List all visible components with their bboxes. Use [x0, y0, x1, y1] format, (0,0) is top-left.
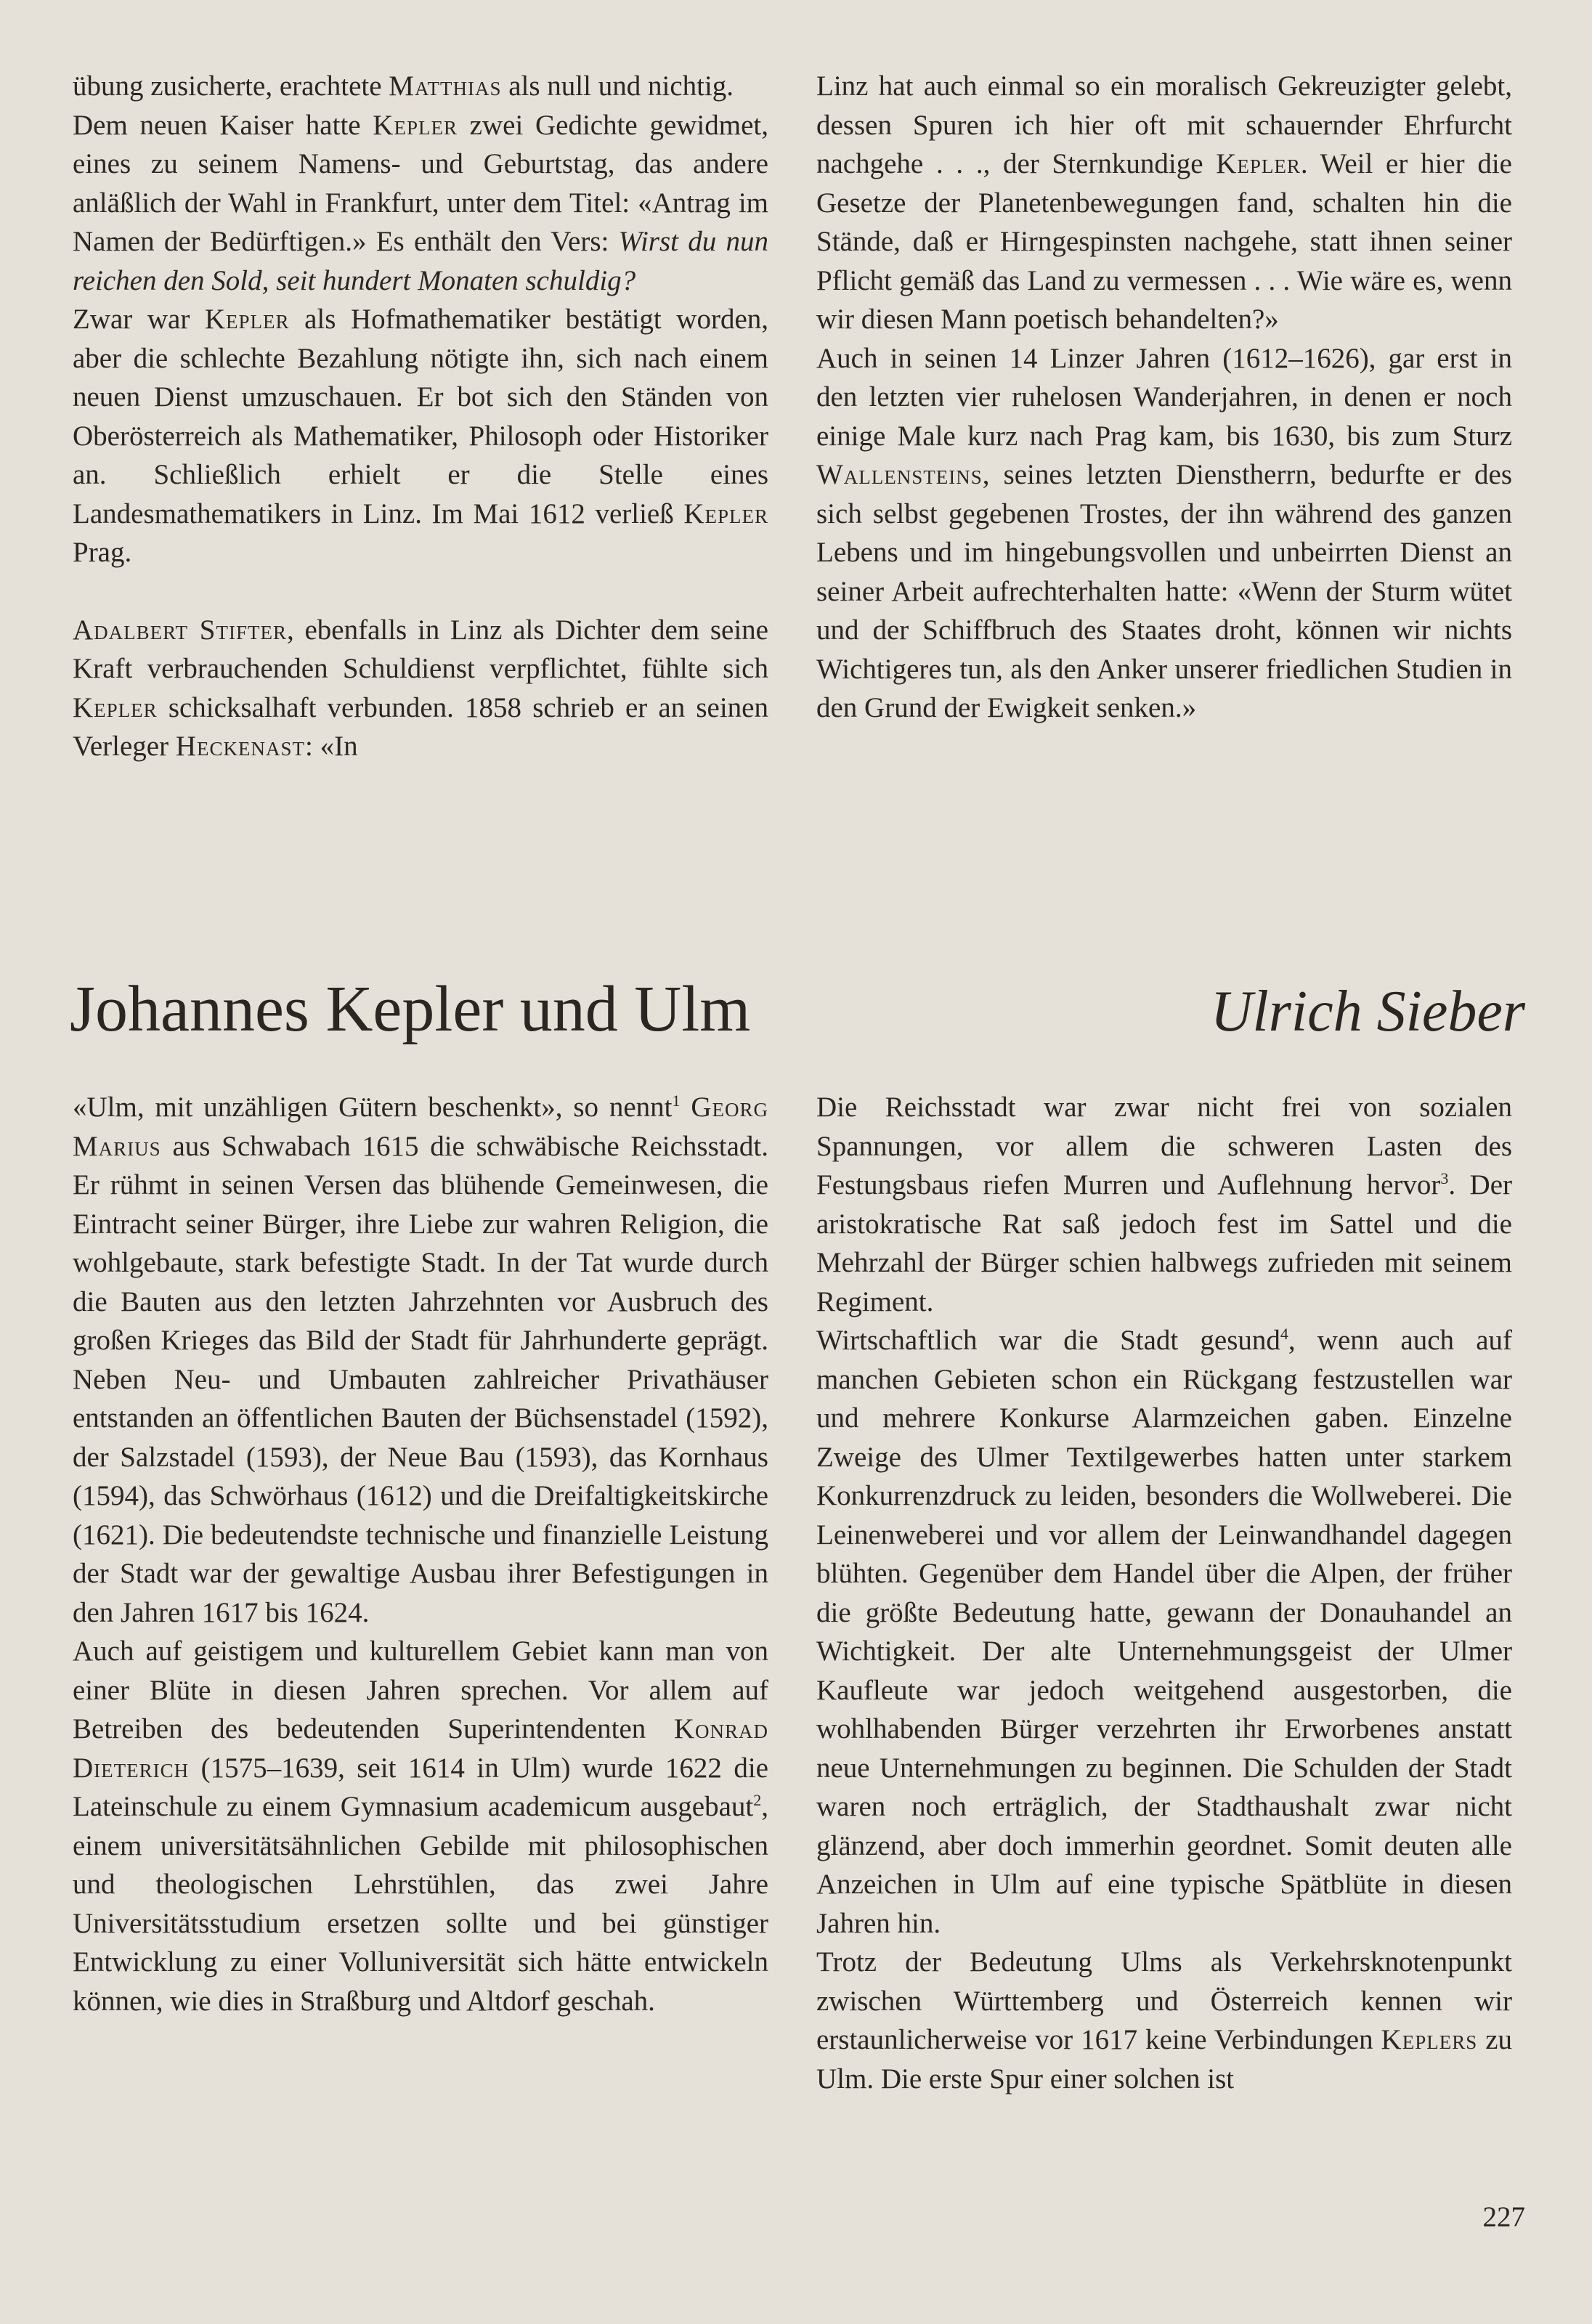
text-run: Wirtschaftlich war die Stadt gesund [816, 1325, 1280, 1356]
text-run: (1575–1639, seit 1614 in Ulm) wurde 1622 die Lateinschule zu einem Gymnasium academicum ausgebaut [73, 1752, 768, 1822]
page-number: 227 [1482, 2201, 1525, 2232]
paragraph [73, 106, 768, 301]
article-title: Johannes Kepler und Ulm [70, 973, 751, 1045]
footnote-marker: 1 [672, 1092, 681, 1110]
person-name: Wallensteins [816, 459, 983, 490]
text-run: schicksalhaft verbunden. 1858 schrieb er an seinen Verleger [73, 691, 768, 762]
person-name: Georg Marius [73, 1092, 769, 1162]
person-name: Kepler [683, 497, 768, 529]
text-run: zu Ulm. Die erste Spur einer solchen ist [816, 2024, 1513, 2095]
text-run: Zwar war [73, 304, 205, 335]
text-run: Prag. [73, 537, 132, 568]
text-run: , seines letzten Dienstherrn, bedurfte er des sich selbst gegebenen Trostes, der ihn während des ganzen Lebens und im hingebungsvollen und unbeirrten Dienst an seiner Arbeit aufrechterhalten hatte: «Wenn der Sturm wütet und der Schiffbruch des Staates droht, können wir nichts Wichtigeres tun, als den Anker unserer friedlichen Studien in den Grund der Ewigkeit senken.» [816, 459, 1512, 723]
column-lower-left [73, 1088, 768, 2020]
person-name: Kepler [204, 304, 290, 335]
text-run: zwei Gedichte gewidmet, eines zu seinem Namens- und Geburtstag, das andere anläßlich der Wahl in Frankfurt, unter dem Titel: «Antrag im Namen der Bedürftigen.» Es enthält den Vers: [73, 109, 768, 257]
paragraph [73, 611, 768, 766]
text-run: Auch auf geistigem und kulturellem Gebiet kann man von einer Blüte in diesen Jahren sprechen. Vor allem auf Betreiben des bedeutenden Superintendenten [73, 1636, 768, 1744]
text-run: aus Schwabach 1615 die schwäbische Reichsstadt. Er rühmt in seinen Versen das blühende Gemeinwesen, die Eintracht seiner Bürger, ihre Liebe zur wahren Religion, die wohlgebaute, stark befestigte Stadt. In der Tat wurde durch die Bauten aus den letzten Jahrzehnten vor Ausbruch des großen Krieges das Bild der Stadt für Jahrhunderte geprägt. Neben Neu- und Umbauten zahlreicher Privathäuser entstanden an öffentlichen Bauten der Büchsenstadel (1592), der Salzstadel (1593), der Neue Bau (1593), das Kornhaus (1594), das Schwörhaus (1612) und die Dreifaltigkeitskirche (1621). Die bedeutendste technische und finanzielle Leistung der Stadt war der gewaltige Ausbau ihrer Befestigungen in den Jahren 1617 bis 1624. [73, 1130, 768, 1628]
paragraph [816, 339, 1512, 728]
column-upper-right [816, 67, 1512, 728]
person-name: Konrad Dieterich [73, 1713, 768, 1784]
paragraph [816, 67, 1512, 339]
text-run: . Weil er hier die Gesetze der Planetenbewegungen fand, schalten hin die Stände, daß er Hirngespinsten nachgehe, statt ihnen seiner Pflicht gemäß das Land zu vermessen . . . Wie wäre es, wenn wir diesen Mann poetisch behandelten?» [816, 148, 1512, 335]
column-upper-left [73, 67, 768, 766]
footnote-marker: 4 [1280, 1325, 1288, 1343]
text-run: übung zusicherte, erachtete [73, 70, 389, 102]
paragraph [73, 1632, 768, 2020]
text-run: «Ulm, mit unzähligen Gütern beschenkt», so nennt [73, 1092, 673, 1123]
text-run: Trotz der Bedeutung Ulms als Verkehrsknotenpunkt zwischen Württemberg und Österreich kennen wir erstaunlicherweise vor 1617 keine Verbindungen [816, 1946, 1512, 2055]
text-run: : «In [305, 731, 358, 762]
person-name: Kepler [73, 691, 158, 723]
text-run: , wenn auch auf manchen Gebieten schon ein Rückgang festzustellen war und mehrere Konkurse Alarmzeichen gaben. Einzelne Zweige des Ulmer Textilgewerbes hatten unter starkem Konkurrenzdruck zu leiden, besonders die Wollweberei. Die Leinenweberei und vor allem der Leinwandhandel dagegen blühten. Gegenüber dem Handel über die Alpen, der früher die größte Bedeutung hatte, gewann der Donauhandel an Wichtigkeit. Der alte Unternehmungsgeist der Ulmer Kaufleute war jedoch weitgehend ausgestorben, die wohlhabenden Bürger verzehrten ihr Erworbenes anstatt neue Unternehmungen zu beginnen. Die Schulden der Stadt waren noch erträglich, der Stadthaushalt zwar nicht glänzend, aber doch immerhin geordnet. Somit deuten alle Anzeichen in Ulm auf eine typische Spätblüte in diesen Jahren hin. [816, 1325, 1512, 1939]
verse-quote: Wirst du nun reichen den Sold, seit hundert Monaten schuldig? [73, 226, 768, 296]
person-name: Keplers [1381, 2024, 1478, 2055]
article-author: Ulrich Sieber [1210, 980, 1525, 1044]
text-run [681, 1092, 691, 1123]
person-name: Heckenast [175, 731, 306, 762]
person-name: Kepler [1216, 148, 1301, 179]
text-run: , einem universitätsähnlichen Gebilde mit philosophischen und theologischen Lehrstühlen, das zwei Jahre Universitätsstudium ersetzen sollte und bei günstiger Entwicklung zu einer Volluniversität sich hätte entwickeln können, wie dies in Straßburg und Altdorf geschah. [73, 1791, 768, 2017]
paragraph [816, 1321, 1512, 1943]
paragraph [816, 1943, 1512, 2098]
paragraph [73, 67, 768, 106]
text-run: Auch in seinen 14 Linzer Jahren (1612–1626), gar erst in den letzten vier ruhelosen Wanderjahren, in denen er noch einige Male kurz nach Prag kam, bis 1630, bis zum Sturz [816, 342, 1512, 452]
paragraph [73, 1088, 768, 1632]
person-name: Adalbert Stifter [73, 614, 287, 646]
text-run: als Hofmathematiker bestätigt worden, aber die schlechte Bezahlung nötigte ihn, sich nach einem neuen Dienst umzuschauen. Er bot sich den Ständen von Oberösterreich als Mathematiker, Philosoph oder Historiker an. Schließlich erhielt er die Stelle eines Landesmathematikers in Linz. Im Mai 1612 verließ [73, 304, 769, 529]
person-name: Matthias [389, 70, 502, 102]
text-run: als null und nichtig. [501, 70, 734, 102]
footnote-marker: 2 [753, 1791, 762, 1809]
paragraph [816, 1088, 1512, 1321]
text-run: Die Reichsstadt war zwar nicht frei von sozialen Spannungen, vor allem die schweren Lasten des Festungsbaus riefen Murren und Auflehnung hervor [816, 1092, 1512, 1200]
person-name: Kepler [373, 109, 458, 141]
column-lower-right [816, 1088, 1512, 2098]
text-run: Linz hat auch einmal so ein moralisch Gekreuzigter gelebt, dessen Spuren ich hier oft mit schauernder Ehrfurcht nachgehe . . ., der Sternkundige [816, 70, 1512, 179]
text-run: , ebenfalls in Linz als Dichter dem seine Kraft verbrauchenden Schuldienst verpflichtet, fühlte sich [73, 614, 768, 684]
text-run: . Der aristokratische Rat saß jedoch fest im Sattel und die Mehrzahl der Bürger schien halbwegs zufrieden mit seinem Regiment. [816, 1169, 1512, 1317]
footnote-marker: 3 [1440, 1169, 1449, 1187]
text-run: Dem neuen Kaiser hatte [73, 109, 373, 141]
paragraph [73, 300, 768, 572]
